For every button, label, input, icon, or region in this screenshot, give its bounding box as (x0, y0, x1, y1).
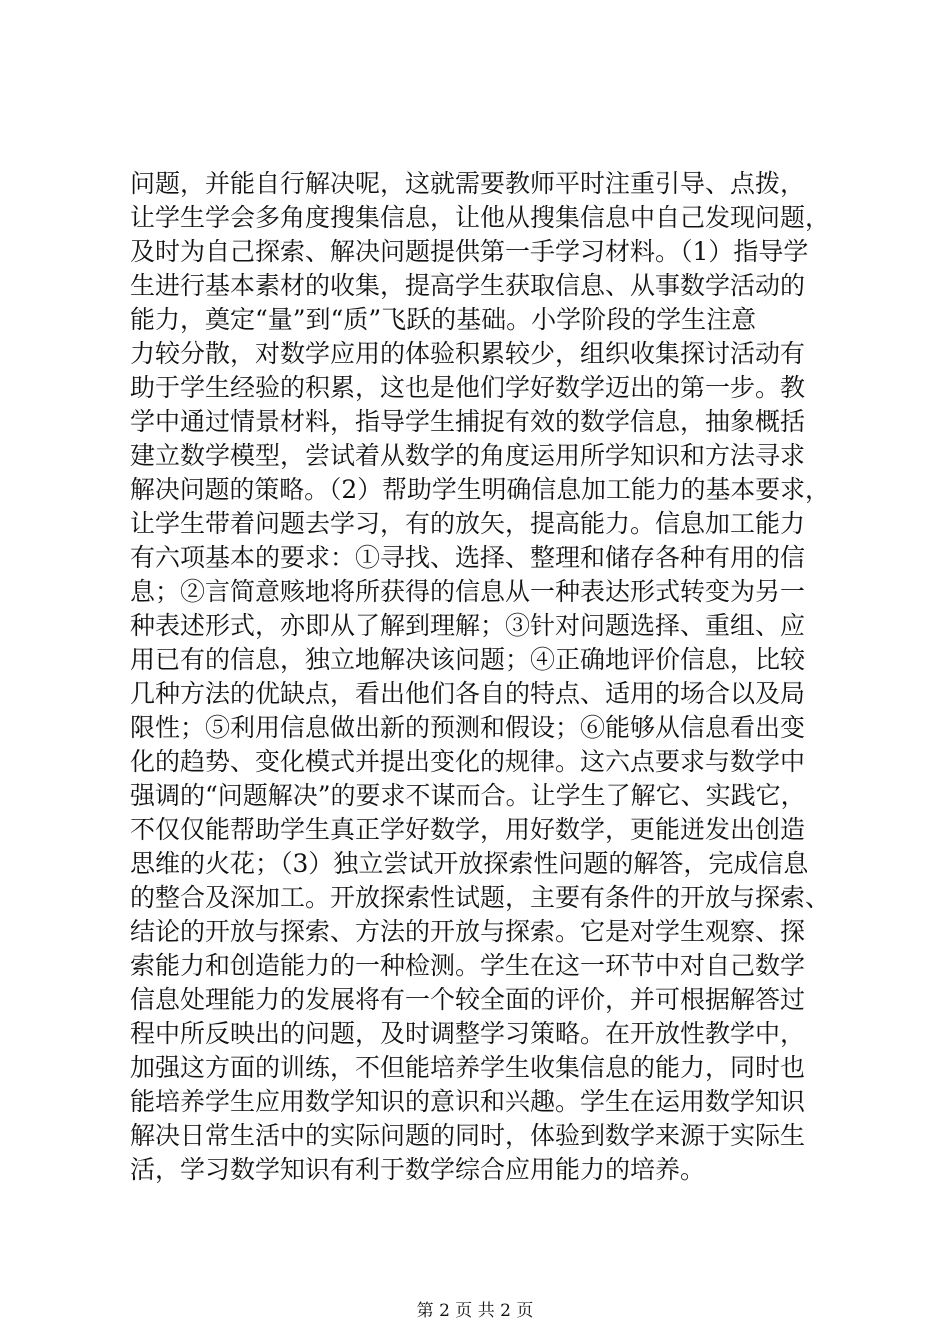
text-line: 强调的“问题解决”的要求不谋而合。让学生了解它、实践它， (130, 781, 806, 810)
text-line: 建立数学模型，尝试着从数学的角度运用所学知识和方法寻求 (130, 441, 806, 470)
text-line: 让学生学会多角度搜集信息，让他从搜集信息中自己发现问题， (130, 203, 831, 232)
text-line: 的整合及深加工。开放探索性试题，主要有条件的开放与探索、 (130, 883, 831, 912)
text-line: 限性；⑤利用信息做出新的预测和假设；⑥能够从信息看出变 (130, 713, 806, 742)
text-line: 几种方法的优缺点，看出他们各自的特点、适用的场合以及局 (130, 679, 806, 708)
page-footer: 第 2 页 共 2 页 (416, 1301, 534, 1321)
text-line: 信息处理能力的发展将有一个较全面的评价，并可根据解答过 (130, 985, 806, 1014)
text-line: 种表述形式，亦即从了解到理解；③针对问题选择、重组、应 (130, 611, 806, 640)
text-line: 及时为自己探索、解决问题提供第一手学习材料。（1）指导学 (130, 237, 809, 266)
text-line: 问题，并能自行解决呢，这就需要教师平时注重引导、点拨， (130, 169, 806, 198)
text-line: 索能力和创造能力的一种检测。学生在这一环节中对自己数学 (130, 951, 806, 980)
text-line: 思维的火花；（3）独立尝试开放探索性问题的解答，完成信息 (130, 849, 809, 878)
body-paragraph (130, 167, 830, 1187)
text-line: 力较分散，对数学应用的体验积累较少，组织收集探讨活动有 (130, 339, 806, 368)
text-line: 用已有的信息，独立地解决该问题；④正确地评价信息，比较 (130, 645, 806, 674)
text-line: 有六项基本的要求：①寻找、选择、整理和储存各种有用的信 (130, 543, 806, 572)
text-line: 生进行基本素材的收集，提高学生获取信息、从事数学活动的 (130, 271, 806, 300)
text-line: 加强这方面的训练，不但能培养学生收集信息的能力，同时也 (130, 1053, 806, 1082)
text-line: 学中通过情景材料，指导学生捕捉有效的数学信息，抽象概括 (130, 407, 806, 436)
text-line: 助于学生经验的积累，这也是他们学好数学迈出的第一步。教 (130, 373, 806, 402)
text-line: 活，学习数学知识有利于数学综合应用能力的培养。 (130, 1155, 706, 1184)
text-line: 不仅仅能帮助学生真正学好数学，用好数学，更能迸发出创造 (130, 815, 806, 844)
text-line: 能培养学生应用数学知识的意识和兴趣。学生在运用数学知识 (130, 1087, 806, 1116)
text-line: 能力，奠定“量”到“质”飞跃的基础。小学阶段的学生注意 (130, 305, 757, 334)
text-line: 解决问题的策略。（2）帮助学生明确信息加工能力的基本要求， (130, 475, 830, 504)
text-line: 让学生带着问题去学习，有的放矢，提高能力。信息加工能力 (130, 509, 806, 538)
text-line: 解决日常生活中的实际问题的同时，体验到数学来源于实际生 (130, 1121, 806, 1150)
text-line: 息；②言简意赅地将所获得的信息从一种表达形式转变为另一 (130, 577, 806, 606)
text-line: 结论的开放与探索、方法的开放与探索。它是对学生观察、探 (130, 917, 806, 946)
text-line: 化的趋势、变化模式并提出变化的规律。这六点要求与数学中 (130, 747, 806, 776)
text-line: 程中所反映出的问题，及时调整学习策略。在开放性教学中， (130, 1019, 806, 1048)
